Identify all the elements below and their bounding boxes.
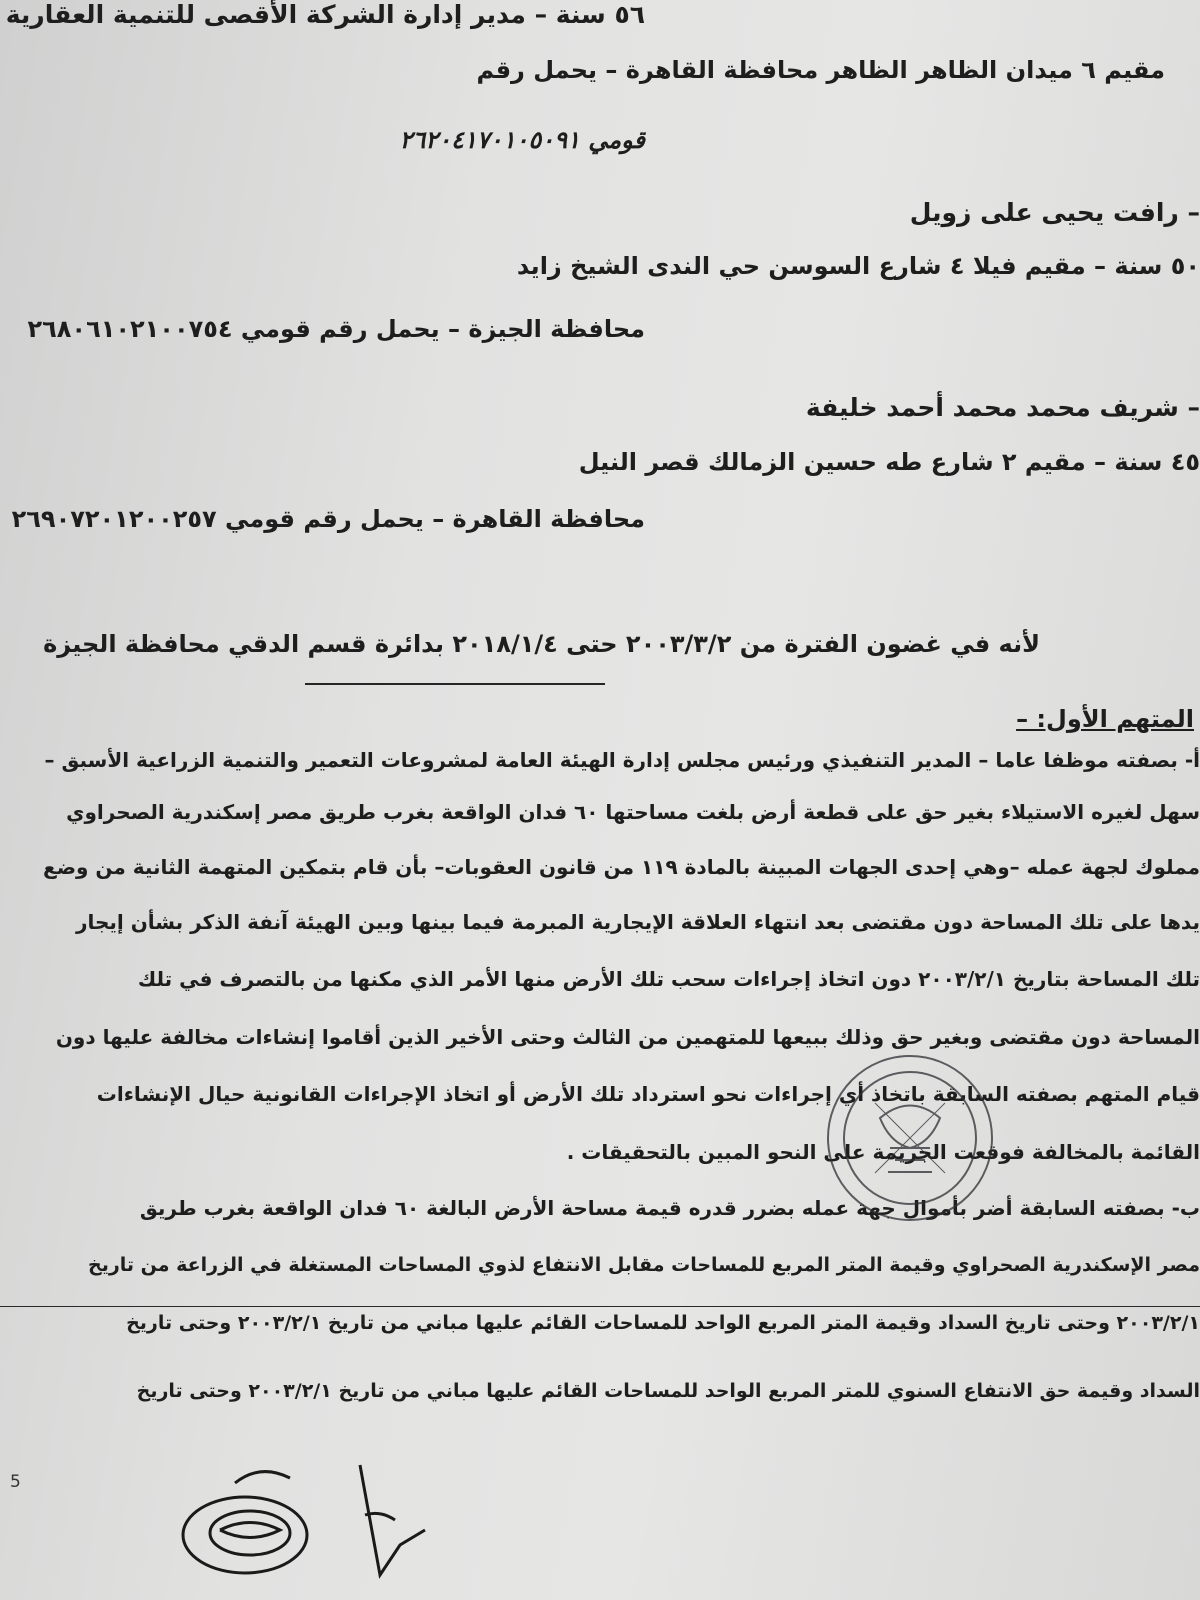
paragraph-b-line-1: ب- بصفته السابقة أضر بأموال جهة عمله بضرر قدره قيمة مساحة الأرض البالغة ٦٠ فدان الواقعة بغرب طريق <box>139 1196 1200 1220</box>
paragraph-a-line-2: سهل لغيره الاستيلاء بغير حق على قطعة أرض بلغت مساحتها ٦٠ فدان الواقعة بغرب طريق مصر إسكندرية الصحراوي <box>66 800 1200 824</box>
paragraph-a-line-7: قيام المتهم بصفته السابقة باتخاذ أي إجراءات نحو استرداد تلك الأرض أو اتخاذ الإجراءات القانونية حيال الإنشاءات <box>96 1082 1200 1106</box>
paragraph-a-line-1: أ- بصفته موظفا عاما – المدير التنفيذي ورئيس مجلس إدارة الهيئة العامة لمشروعات التعمير والتنمية الزراعية الأسبق – <box>44 748 1200 772</box>
section-divider <box>0 1306 1200 1307</box>
paragraph-a-line-4: يدها على تلك المساحة دون مقتضى بعد انتهاء العلاقة الإيجارية المبرمة فيما بينها وبين الهيئة آنفة الذكر بشأن إيجار <box>75 910 1200 934</box>
paragraph-a-line-6: المساحة دون مقتضى وبغير حق وذلك ببيعها للمتهمين من الثالث وحتى الأخير الذين أقاموا إنشاءات مخالفة عليها دون <box>55 1025 1200 1049</box>
official-stamp <box>820 1048 1000 1232</box>
paragraph-b-line-4: السداد وقيمة حق الانتفاع السنوي للمتر المربع الواحد للمساحات القائم عليها مباني من تاريخ ٢٠٠٣/٢/١ وحتى تاريخ <box>136 1380 1200 1402</box>
accused-1-address: مقيم ٦ ميدان الظاهر الظاهر محافظة القاهرة – يحمل رقم <box>476 56 1165 84</box>
signature <box>175 1455 435 1599</box>
paragraph-a-line-3: مملوك لجهة عمله –وهي إحدى الجهات المبينة بالمادة ١١٩ من قانون العقوبات– بأن قام بتمكين المتهمة الثانية من وضع <box>43 855 1200 879</box>
accused-2-details-line2: محافظة الجيزة – يحمل رقم قومي ٢٦٨٠٦١٠٢١٠٠٧٥٤ <box>27 315 645 343</box>
charge-intro: لأنه في غضون الفترة من ٢٠٠٣/٣/٢ حتى ٢٠١٨/١/٤ بدائرة قسم الدقي محافظة الجيزة <box>43 630 1040 658</box>
paragraph-a-line-8: القائمة بالمخالفة فوقعت الجريمة على النحو المبين بالتحقيقات . <box>566 1140 1200 1164</box>
paragraph-b-line-2: مصر الإسكندرية الصحراوي وقيمة المتر المربع للمساحات مقابل الانتفاع لذوي المساحات المستغلة في الزراعة من تاريخ <box>88 1254 1200 1276</box>
paragraph-b-line-3: ٢٠٠٣/٢/١ وحتى تاريخ السداد وقيمة المتر المربع الواحد للمساحات القائم عليها مباني من تاريخ ٢٠٠٣/٢/١ وحتى تاريخ <box>126 1312 1200 1334</box>
accused-1-age-job: ٥٦ سنة – مدير إدارة الشركة الأقصى للتنمية العقارية <box>5 0 645 29</box>
first-accused-heading: المتهم الأول: – <box>1016 705 1194 733</box>
page-number: 5 <box>10 1472 21 1492</box>
charge-intro-underline <box>305 683 605 685</box>
accused-2-details-line1: ٥٠ سنة – مقيم فيلا ٤ شارع السوسن حي الندى الشيخ زايد <box>516 252 1200 280</box>
accused-3-name: – شريف محمد محمد أحمد خليفة <box>805 393 1200 422</box>
accused-3-details-line2: محافظة القاهرة – يحمل رقم قومي ٢٦٩٠٧٢٠١٢٠٠٢٥٧ <box>11 505 645 533</box>
paragraph-a-line-5: تلك المساحة بتاريخ ٢٠٠٣/٢/١ دون اتخاذ إجراءات سحب تلك الأرض منها الأمر الذي مكنها من بالتصرف في تلك <box>137 967 1200 991</box>
accused-2-name: – رافت يحيى على زويل <box>909 198 1200 227</box>
accused-1-national-id: قومي ٢٦٢٠٤١٧٠١٠٥٠٩١ <box>399 126 645 154</box>
accused-3-details-line1: ٤٥ سنة – مقيم ٢ شارع طه حسين الزمالك قصر النيل <box>578 448 1200 476</box>
